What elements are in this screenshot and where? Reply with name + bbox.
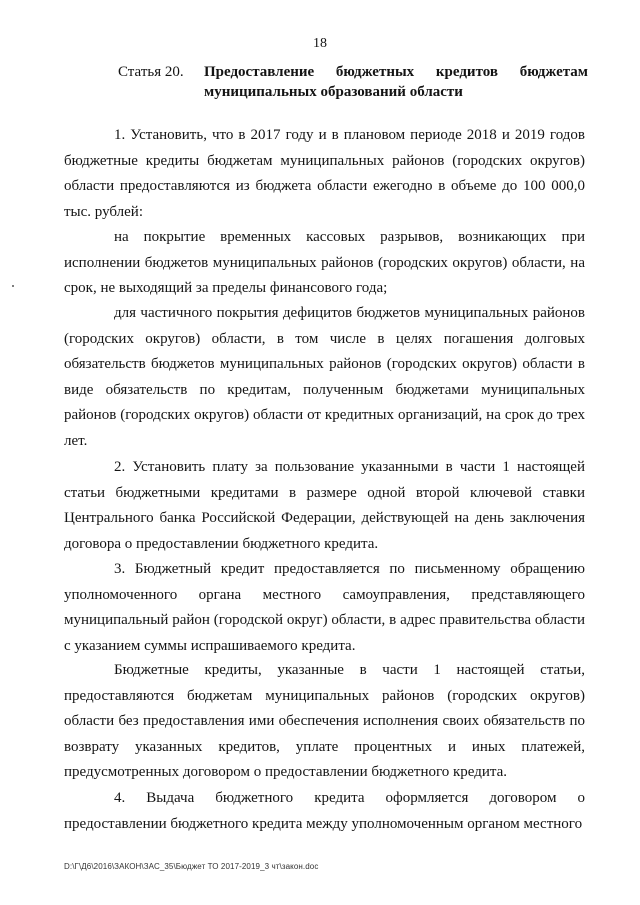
paragraph-2: 2. Установить плату за пользование указанными в части 1 настоящей статьи бюджетными кредитами в размере одной второй ключевой ставки Центрального банка Российской Федерации, действующей на день заключения договора о предоставлении бюджетного кредита. <box>64 459 585 552</box>
article-title: Предоставление бюджетных кредитов бюджетам муниципальных образований области <box>204 64 588 100</box>
scan-speck <box>12 285 14 287</box>
paragraph-1-item-2: для частичного покрытия дефицитов бюджетов муниципальных районов (городских округов) области, в том числе в целях погашения долговых обязательств бюджетов муниципальных районов (городских округов) области в виде обязательств по кредитам, полученным бюджетами муниципальных районов (городских округов) области от кредитных организаций, на срок до трех лет. <box>64 305 585 449</box>
paragraph-3-continuation: Бюджетные кредиты, указанные в части 1 настоящей статьи, предоставляются бюджетам муниципальных районов (городских округов) области без предоставления ими обеспечения исполнения своих обязательств по возврату указанных кредитов, уплате процентных и иных платежей, предусмотренных договором о предоставлении бюджетного кредита. <box>64 662 585 781</box>
article-heading <box>118 62 588 102</box>
paragraph-1-item-1: на покрытие временных кассовых разрывов, возникающих при исполнении бюджетов муниципальных районов (городских округов) области, на срок, не выходящий за пределы финансового года; <box>64 229 585 297</box>
paragraph-4: 4. Выдача бюджетного кредита оформляется договором о предоставлении бюджетного кредита между уполномоченным органом местного <box>64 790 585 832</box>
paragraph-3: 3. Бюджетный кредит предоставляется по письменному обращению уполномоченного органа местного самоуправления, представляющего муниципальный район (городской округ) области, в адрес правительства области с указанием суммы испрашиваемого кредита. <box>64 561 585 654</box>
page-number: 18 <box>313 36 327 51</box>
article-number: Статья 20. <box>118 64 184 80</box>
paragraph-1: 1. Установить, что в 2017 году и в плановом периоде 2018 и 2019 годов бюджетные кредиты бюджетам муниципальных районов (городских округов) области предоставляются из бюджета области ежегодно в объеме до 100 000,0 тыс. рублей: <box>64 127 585 220</box>
footer-file-path: D:\Г\Д6\2016\ЗАКОН\ЗАС_35\Бюджет ТО 2017-2019_3 чт\закон.doc <box>64 862 319 871</box>
